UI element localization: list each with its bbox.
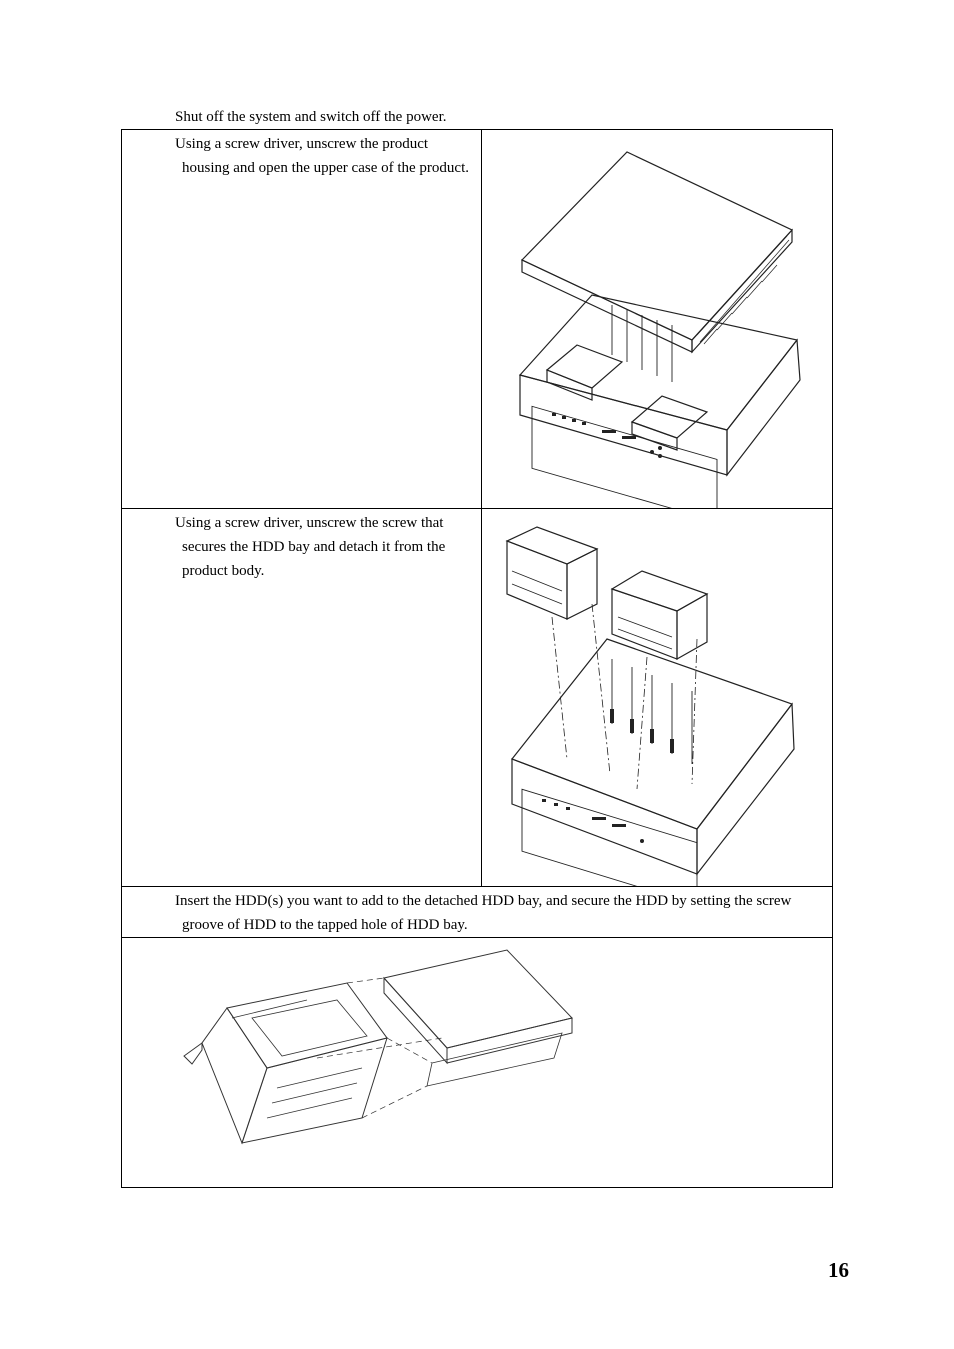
step-1-text-cell [122,130,482,509]
step-2-text-cell [122,509,482,887]
hdd-insert-illustration [122,938,832,1187]
instruction-table [121,129,833,1188]
intro-instruction: Shut off the system and switch off the power. [175,109,447,125]
step-3-text: Insert the HDD(s) you want to add to the detached HDD bay, and secure the HDD by setting the screw groove of HDD to the tapped hole of HDD bay. [175,893,792,933]
step-3-figure-cell [122,938,833,1188]
step-row-1 [122,130,833,509]
page-number: 16 [828,1258,849,1282]
step-row-3 [122,887,833,938]
step-2-text: Using a screw driver, unscrew the screw that secures the HDD bay and detach it from the product body. [175,515,446,579]
hdd-bay-removal-illustration [482,509,832,886]
step-3-text-cell [122,887,833,938]
step-row-4 [122,938,833,1188]
step-2-figure-cell [482,509,833,887]
dvr-open-case-illustration [482,130,832,508]
step-1-figure-cell [482,130,833,509]
step-1-text: Using a screw driver, unscrew the product housing and open the upper case of the product. [175,136,469,176]
step-row-2 [122,509,833,887]
